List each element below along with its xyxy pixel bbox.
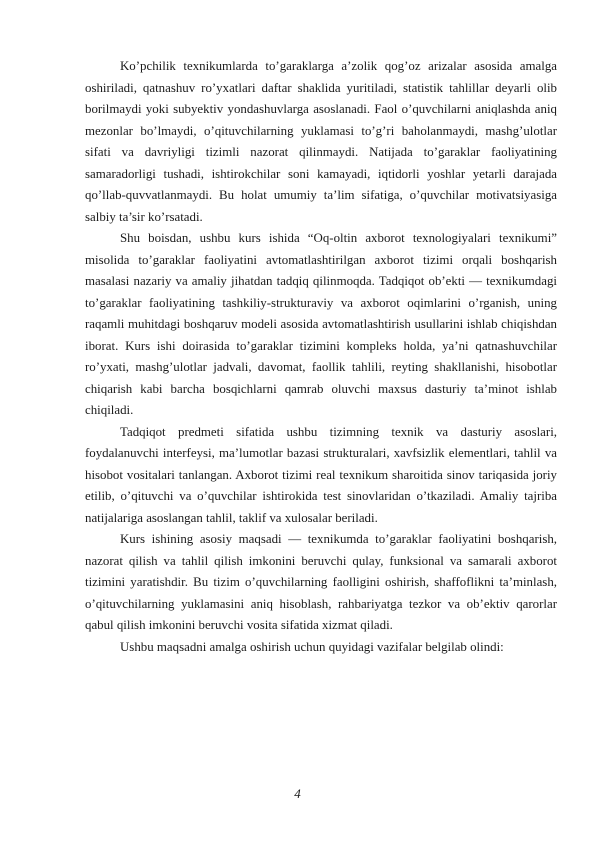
paragraph-4: Kurs ishining asosiy maqsadi — texnikumda to’garaklar faoliyatini boshqarish, nazorat qilish va tahlil qilish imkonini beruvchi qulay, funksional va samarali axborot tizimini yaratishdir. Bu tizim o’quvchilarning faolligini oshirish, shaffoflikni ta’minlash, o’qituvchilarning yuklamasini aniq hisoblash, rahbariyatga tezkor va ob’ektiv qarorlar qabul qilish imkonini beruvchi vosita sifatida xizmat qiladi.: [85, 532, 557, 632]
paragraph-1: Ko’pchilik texnikumlarda to’garaklarga a’zolik qog’oz arizalar asosida amalga oshiriladi, qatnashuv ro’yxatlari daftar shaklida yuritiladi, statistik tahlillar deyarli olib borilmaydi yoki subyektiv yondashuvlarga asoslanadi. Faol o’quvchilarni aniqlashda aniq mezonlar bo’lmaydi, o’qituvchilarning yuklamasi to’g’ri baholanmaydi, mashg’ulotlar sifati va davriyligi tizimli nazorat qilinmaydi. Natijada to’garaklar faoliyatining samaradorligi tushadi, ishtirokchilar soni kamayadi, iqtidorli yoshlar yetarli darajada qo’llab-quvvatlanmaydi. Bu holat umumiy ta’lim sifatiga, o’quvchilar motivatsiyasiga salbiy ta’sir ko’rsatadi.: [85, 59, 557, 224]
paragraph-2: Shu boisdan, ushbu kurs ishida “Oq-oltin axborot texnologiyalari texnikumi” misolida to’garaklar faoliyatini avtomatlashtirilgan axborot tizimi orqali boshqarish masalasi nazariy va amaliy jihatdan tadqiq qilinmoqda. Tadqiqot ob’ekti — texnikumdagi to’garaklar faoliyatining tashkiliy-strukturaviy va axborot oqimlarini o’rganish, uning raqamli muhitdagi boshqaruv modeli asosida avtomatlashtirish usullarini ishlab chiqishdan iborat. Kurs ishi doirasida to’garaklar tizimini kompleks holda, ya’ni qatnashuvchilar ro’yxati, mashg’ulotlar jadvali, davomat, faollik tahlili, reyting shakllanishi, hisobotlar chiqarish kabi barcha bosqichlarni qamrab oluvchi maxsus dasturiy ta’minot ishlab chiqiladi.: [85, 231, 557, 417]
paragraph-3: Tadqiqot predmeti sifatida ushbu tizimning texnik va dasturiy asoslari, foydalanuvchi interfeysi, ma’lumotlar bazasi strukturalari, xavfsizlik elementlari, tahlil va hisobot vositalari tanlangan. Axborot tizimi real texnikum sharoitida sinov tariqasida joriy etilib, o’qituvchi va o’quvchilar ishtirokida test sinovlaridan o’tkaziladi. Amaliy tajriba natijalariga asoslangan tahlil, taklif va xulosalar beriladi.: [85, 424, 557, 525]
page-number: 4: [294, 786, 301, 801]
document-body: [85, 56, 557, 658]
paragraph-5: Ushbu maqsadni amalga oshirish uchun quyidagi vazifalar belgilab olindi:: [120, 639, 504, 654]
